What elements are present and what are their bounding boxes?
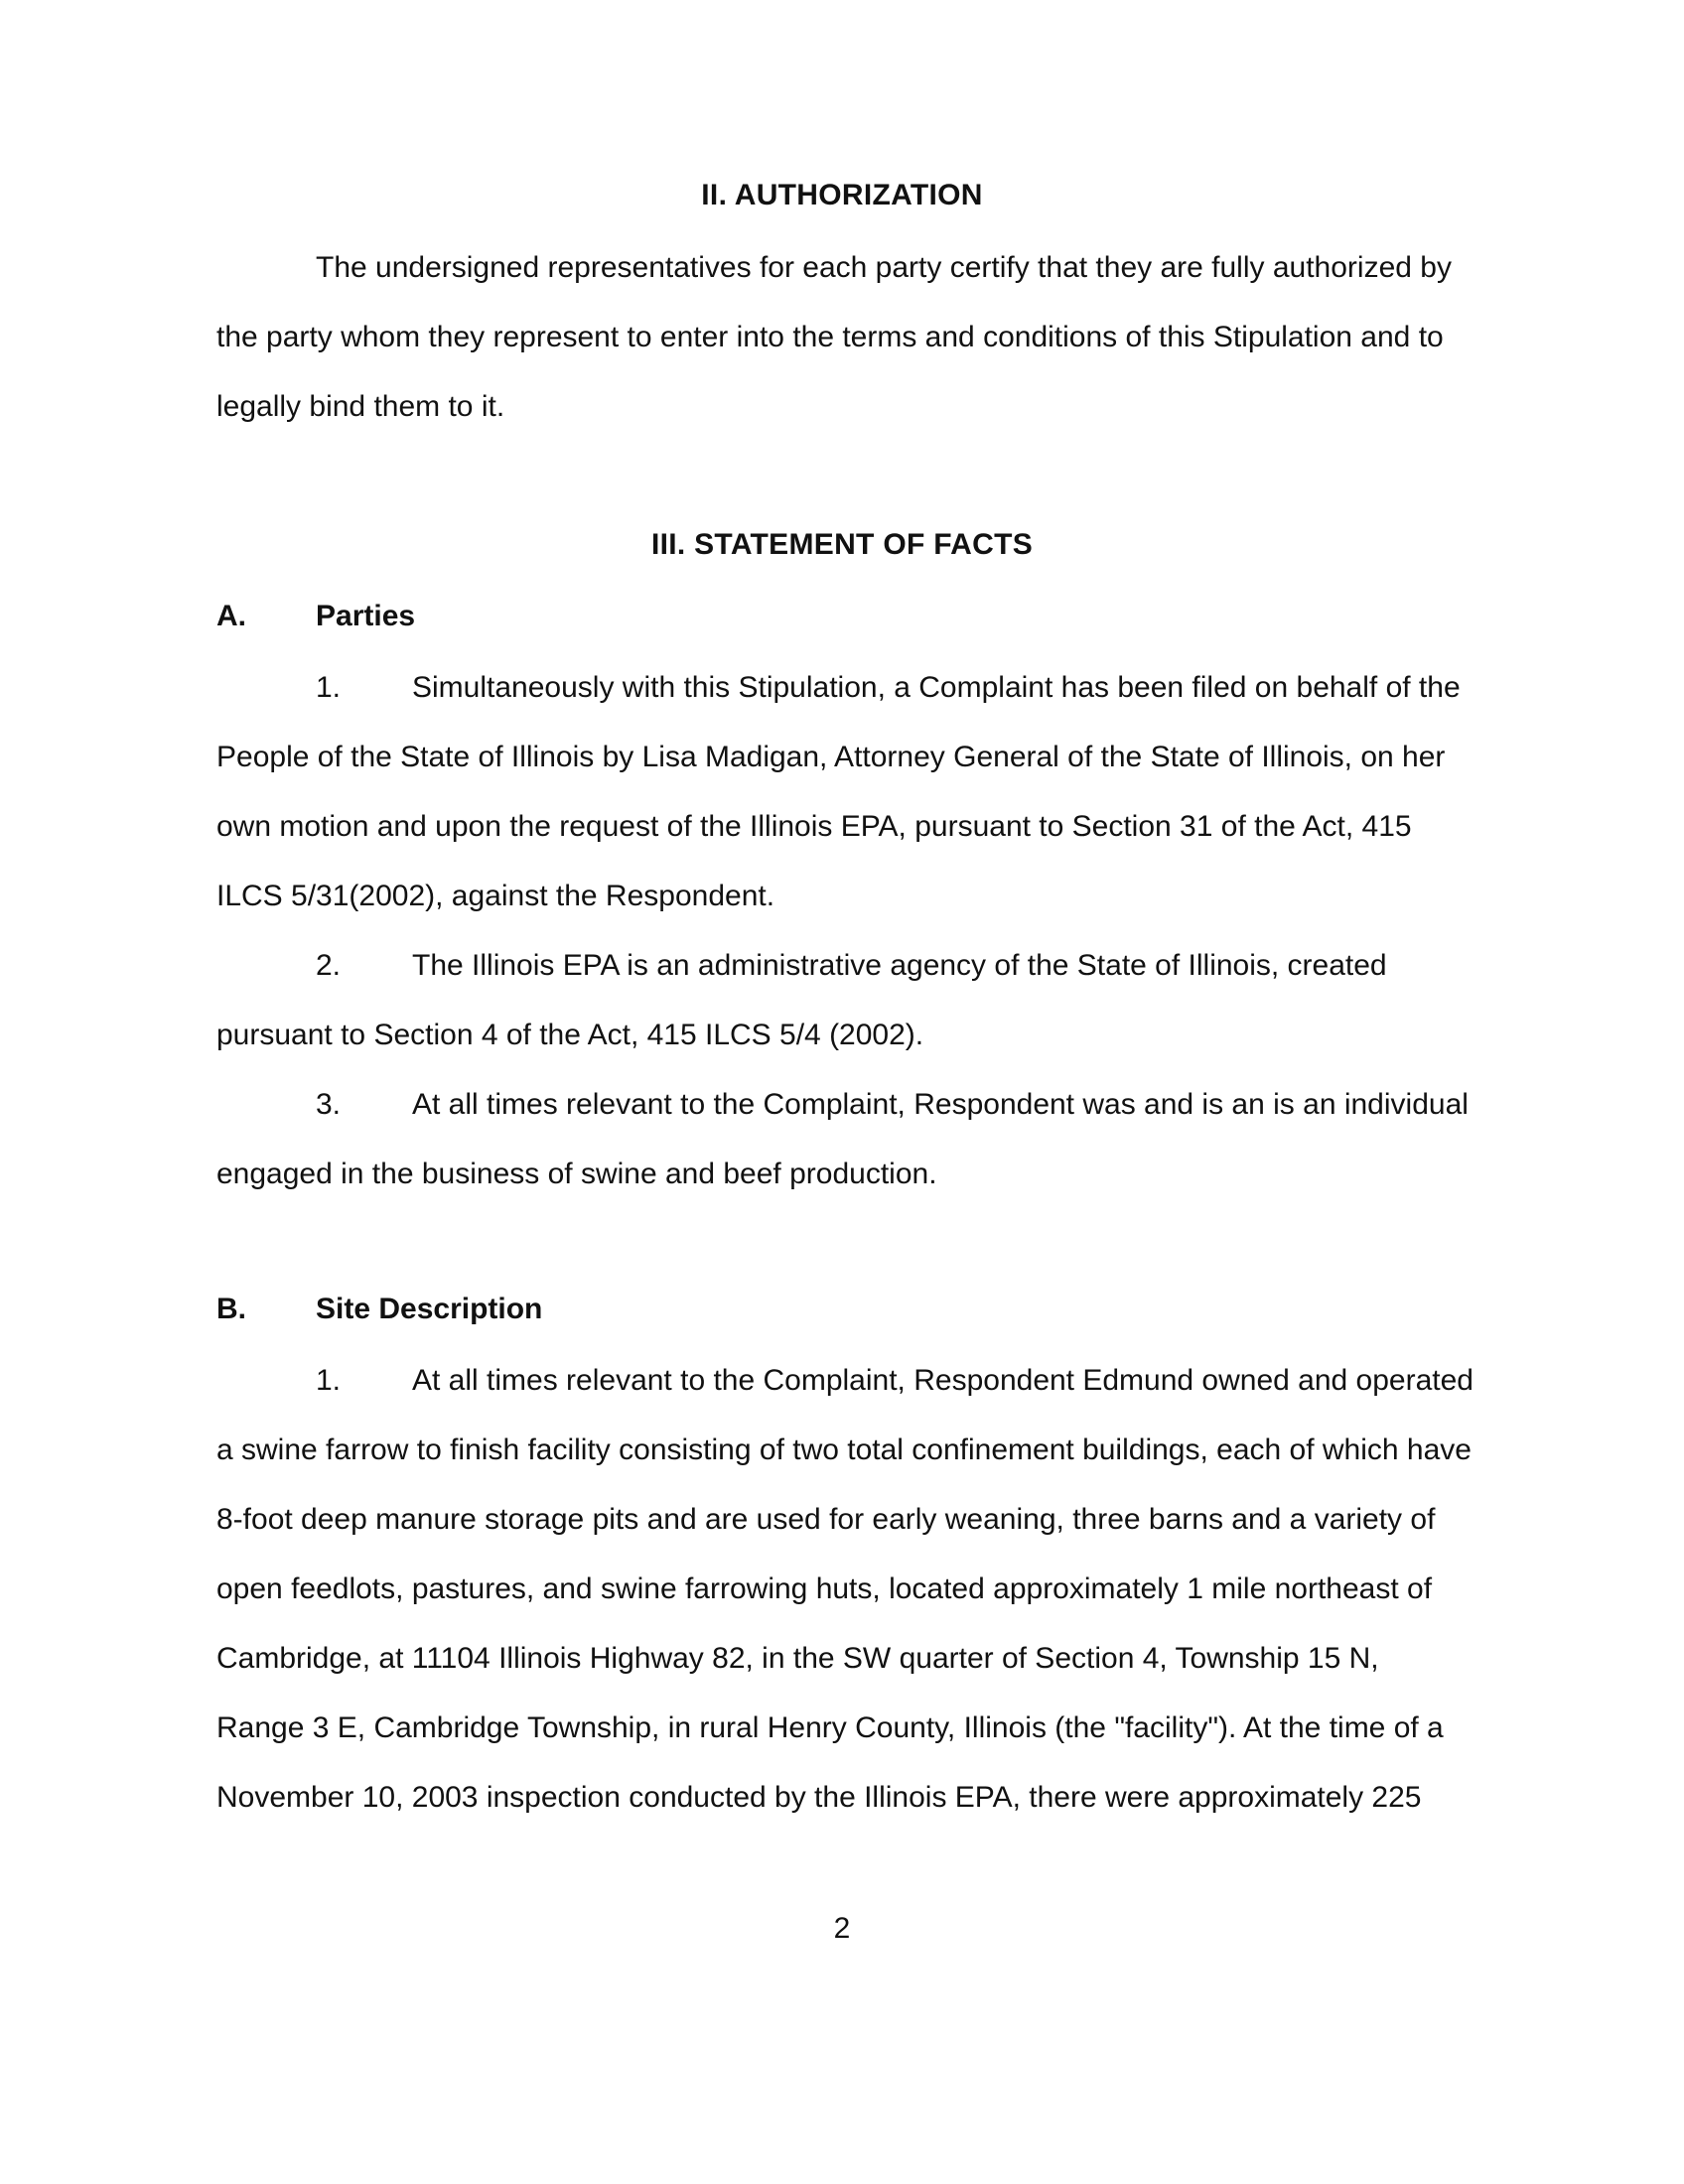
parties-item-2-line: pursuant to Section 4 of the Act, 415 ILCS 5/4 (2002). — [216, 1019, 924, 1051]
parties-item-1 — [216, 653, 1497, 931]
parties-item-2 — [216, 931, 1497, 1070]
item-number: 1. — [316, 671, 342, 704]
item-text: Simultaneously with this Stipulation, a Complaint has been filed on behalf of the — [412, 671, 1461, 704]
authorization-line: legally bind them to it. — [216, 390, 505, 423]
site-item-1-line — [216, 1346, 1497, 1416]
authorization-paragraph — [216, 233, 1497, 442]
parties-letter: A. — [216, 600, 246, 632]
item-number: 1. — [316, 1364, 342, 1397]
site-item-1-line: a swine farrow to finish facility consisting of two total confinement buildings, each of which have — [216, 1433, 1472, 1466]
authorization-heading: II. AUTHORIZATION — [701, 179, 983, 211]
site-item-1-line: November 10, 2003 inspection conducted by the Illinois EPA, there were approximately 225 — [216, 1781, 1422, 1814]
site-item-1-line: Range 3 E, Cambridge Township, in rural Henry County, Illinois (the "facility"). At the time of a — [216, 1711, 1444, 1744]
site-title: Site Description — [316, 1293, 543, 1325]
site-letter: B. — [216, 1293, 246, 1325]
parties-subheading — [216, 600, 415, 633]
site-item-1-line: open feedlots, pastures, and swine farrowing huts, located approximately 1 mile northeast of — [216, 1572, 1433, 1605]
item-text: At all times relevant to the Complaint, Respondent was and is an is an individual — [412, 1088, 1469, 1121]
parties-item-1-line — [216, 653, 1497, 723]
site-item-1-line: Cambridge, at 11104 Illinois Highway 82, in the SW quarter of Section 4, Township 15 N, — [216, 1642, 1379, 1675]
parties-item-1-line: People of the State of Illinois by Lisa Madigan, Attorney General of the State of Illinois, on her — [216, 741, 1446, 773]
item-text: The Illinois EPA is an administrative agency of the State of Illinois, created — [412, 949, 1387, 982]
parties-item-3-line — [216, 1070, 1497, 1140]
statement-of-facts-heading: III. STATEMENT OF FACTS — [650, 528, 1034, 561]
authorization-line: The undersigned representatives for each party certify that they are fully authorized by — [316, 251, 1452, 284]
site-item-1 — [216, 1346, 1497, 1833]
page-number: 2 — [833, 1912, 851, 1945]
parties-item-2-line — [216, 931, 1497, 1001]
site-description-subheading — [216, 1293, 542, 1326]
parties-title: Parties — [316, 600, 416, 632]
item-number: 2. — [316, 949, 342, 982]
parties-item-1-line: own motion and upon the request of the Illinois EPA, pursuant to Section 31 of the Act, 415 — [216, 810, 1412, 843]
parties-item-3-line: engaged in the business of swine and beef production. — [216, 1158, 937, 1190]
item-text: At all times relevant to the Complaint, Respondent Edmund owned and operated — [412, 1364, 1474, 1397]
authorization-line: the party whom they represent to enter into the terms and conditions of this Stipulation and to — [216, 321, 1444, 353]
parties-item-3 — [216, 1070, 1497, 1209]
site-item-1-line: 8-foot deep manure storage pits and are used for early weaning, three barns and a variety of — [216, 1503, 1436, 1536]
parties-item-1-line: ILCS 5/31(2002), against the Respondent. — [216, 880, 775, 912]
item-number: 3. — [316, 1088, 342, 1121]
